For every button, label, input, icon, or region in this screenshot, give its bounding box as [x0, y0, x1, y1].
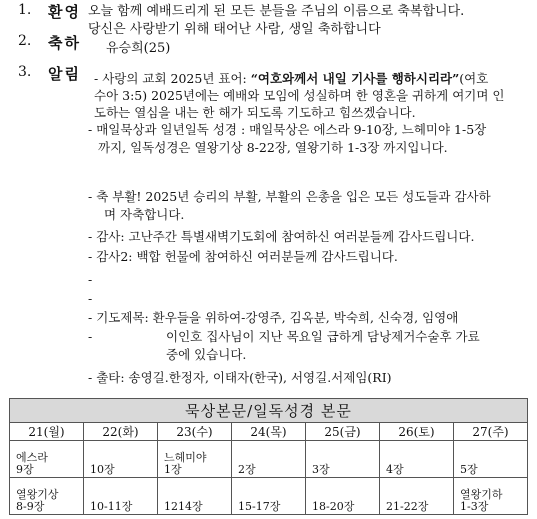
motto-line-3: 도하는 열심을 내는 한 해가 되도록 기도하고 힘쓰겠습니다. [94, 105, 416, 120]
day-header: 27(주) [454, 423, 528, 441]
section-1-number: 1. [18, 2, 32, 18]
section-2-number: 2. [18, 33, 32, 49]
meditation-cell: 에스라 9장 [10, 441, 84, 478]
motto-line-1 [94, 71, 488, 87]
table-title: 묵상본문/일독성경 본문 [10, 399, 528, 423]
day-header: 21(월) [10, 423, 84, 441]
section-2-title: 축하 [48, 34, 81, 52]
motto-verse: “여호와께서 내일 기사를 행하시리라” [250, 71, 460, 86]
reading-cell: 15-17장 [232, 478, 306, 515]
reading-schedule-table [9, 398, 528, 515]
day-header: 25(금) [306, 423, 380, 441]
section-3-title: 알림 [48, 65, 81, 83]
section-3-number: 3. [18, 64, 32, 80]
reading-line-1: - 매일묵상과 일년일독 성경 : 매일묵상은 에스라 9-10장, 느헤미야 1-5장 [88, 122, 487, 137]
day-header: 26(토) [380, 423, 454, 441]
reading-cell: 21-22장 [380, 478, 454, 515]
reading-cell: 1214장 [158, 478, 232, 515]
meditation-cell: 10장 [84, 441, 158, 478]
meditation-cell: 느헤미야 1장 [158, 441, 232, 478]
motto-line-2: 수아 3:5) 2025년에는 예배와 모임에 성실하며 한 영혼을 귀하게 여기며 인 [94, 88, 505, 103]
birthday-person: 유승희(25) [106, 41, 171, 56]
easter-line-1: - 축 부활! 2025년 승리의 부활, 부활의 은총을 입은 모든 성도들과 감사하 [88, 189, 491, 204]
reading-cell: 18-20장 [306, 478, 380, 515]
thanks-line-2: - 감사2: 백합 헌물에 참여하신 여러분들께 감사드립니다. [88, 249, 398, 264]
meditation-cell: 2장 [232, 441, 306, 478]
meditation-cell: 3장 [306, 441, 380, 478]
section-1-text: 오늘 함께 예배드리게 된 모든 분들을 주님의 이름으로 축복합니다. [88, 4, 465, 19]
reading-cell: 열왕기하 1-3장 [454, 478, 528, 515]
motto-suffix: (여호 [459, 71, 489, 86]
empty-notice-2: - [88, 291, 93, 306]
meditation-row [10, 441, 528, 478]
day-header-row [10, 423, 528, 441]
reading-cell: 열왕기상 8-9장 [10, 478, 84, 515]
motto-prefix: - 사랑의 교회 2025년 표어: [94, 71, 251, 86]
thanks-line-1: - 감사: 고난주간 특별새벽기도회에 참여하신 여러분들께 감사드립니다. [88, 229, 475, 244]
day-header: 22(화) [84, 423, 158, 441]
birthday-message: 당신은 사랑받기 위해 태어난 사람, 생일 축하합니다 [88, 22, 381, 37]
meditation-cell: 4장 [380, 441, 454, 478]
absence-notice: - 출타: 송영길.한정자, 이태자(한국), 서영길.서제임(RI) [88, 370, 392, 385]
reading-line-2: 까지, 일독성경은 열왕기상 8-22장, 열왕기하 1-3장 까지입니다. [98, 140, 448, 155]
prayer-line-2: 이인호 집사님이 지난 목요일 급하게 담낭제거수술후 가료 [166, 329, 480, 344]
prayer-dash: - [88, 329, 93, 344]
prayer-line-1: - 기도제목: 환우들을 위하여-강영주, 김옥분, 박숙희, 신숙경, 임영애 [88, 310, 459, 325]
meditation-cell: 5장 [454, 441, 528, 478]
prayer-line-3: 중에 있습니다. [166, 347, 247, 362]
section-1-title: 환영 [48, 3, 81, 21]
empty-notice-1: - [88, 272, 93, 287]
easter-line-2: 며 자축합니다. [104, 207, 185, 222]
reading-cell: 10-11장 [84, 478, 158, 515]
reading-row [10, 478, 528, 515]
day-header: 23(수) [158, 423, 232, 441]
day-header: 24(목) [232, 423, 306, 441]
